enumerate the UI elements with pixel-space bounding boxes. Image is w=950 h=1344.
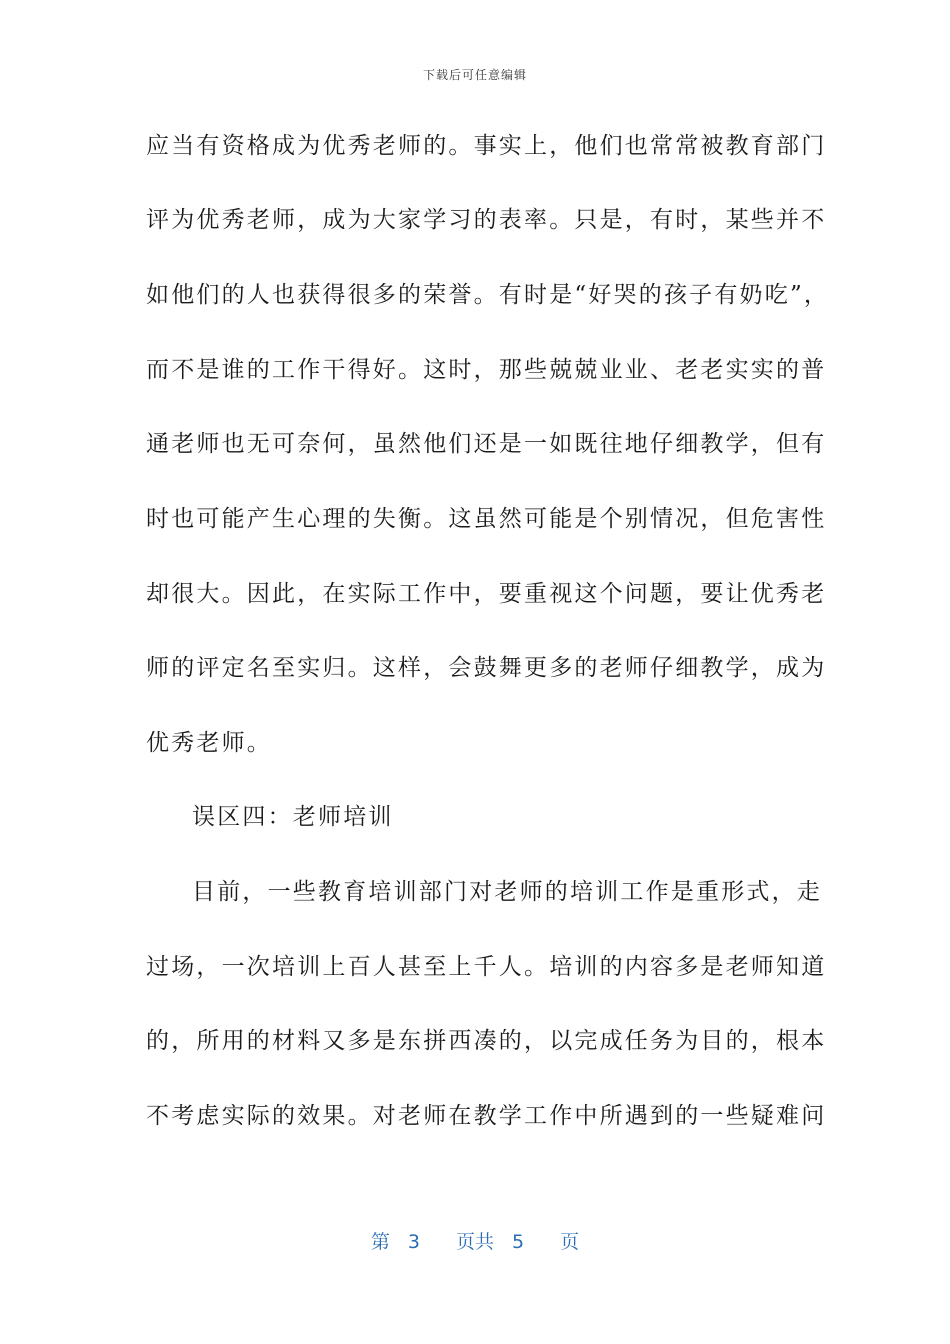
text-line: 过场，一次培训上百人甚至上千人。培训的内容多是老师知道: [146, 954, 827, 980]
section-heading: 误区四：老师培训: [192, 804, 394, 830]
page-header: 下载后可任意编辑: [422, 68, 527, 82]
text-line: 优秀老师。: [146, 730, 272, 756]
text-line: 却很大。因此，在实际工作中，要重视这个问题，要让优秀老: [146, 581, 827, 607]
text-line: 时也可能产生心理的失衡。这虽然可能是个别情况，但危害性: [146, 506, 827, 532]
text-line: 目前，一些教育培训部门对老师的培训工作是重形式，走: [192, 879, 822, 905]
text-line: 师的评定名至实归。这样，会鼓舞更多的老师仔细教学，成为: [146, 655, 827, 681]
text-line: 评为优秀老师，成为大家学习的表率。只是，有时，某些并不: [146, 207, 827, 233]
footer-middle: 页共: [455, 1231, 494, 1253]
text-line: 不考虑实际的效果。对老师在教学工作中所遇到的一些疑难问: [146, 1103, 827, 1129]
text-line: 而不是谁的工作干得好。这时，那些兢兢业业、老老实实的普: [146, 357, 827, 383]
text-line: 的，所用的材料又多是东拼西凑的，以完成任务为目的，根本: [146, 1028, 827, 1054]
text-line: 如他们的人也获得很多的荣誉。有时是“好哭的孩子有奶吃”，: [146, 282, 830, 308]
footer-prefix: 第: [370, 1231, 390, 1253]
current-page-number: 3: [407, 1231, 420, 1253]
page-footer: [0, 1227, 950, 1254]
footer-suffix: 页: [560, 1231, 580, 1253]
total-pages-number: 5: [512, 1231, 525, 1253]
text-line: 通老师也无可奈何，虽然他们还是一如既往地仔细教学，但有: [146, 431, 827, 457]
text-line: 应当有资格成为优秀老师的。事实上，他们也常常被教育部门: [146, 133, 827, 159]
